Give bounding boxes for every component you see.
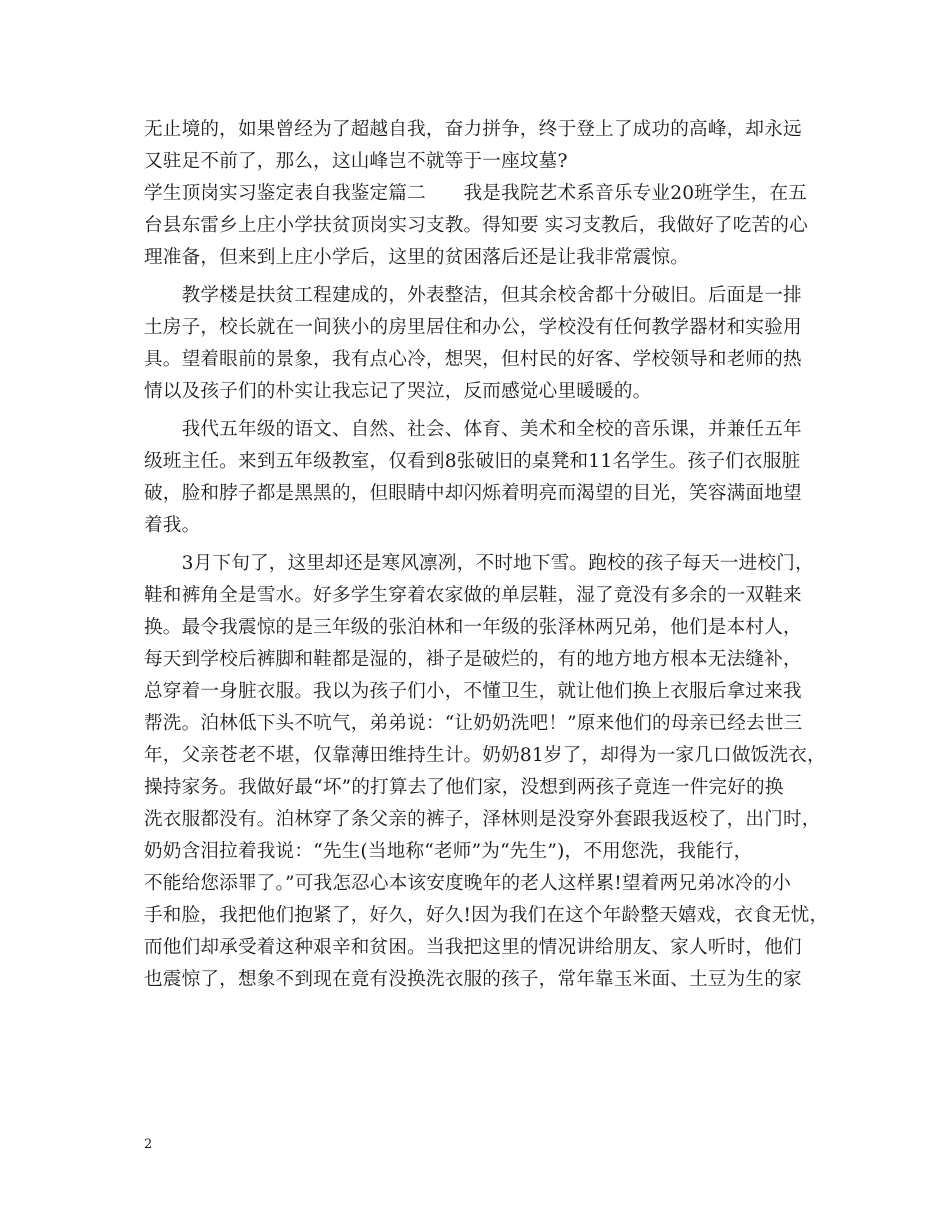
body-text-line: 帮洗。泊林低下头不吭气，弟弟说：“让奶奶洗吧！”原来他们的母亲已经去世三	[144, 713, 803, 734]
body-text-line: 具。望着眼前的景象，我有点心冷，想哭，但村民的好客、学校领导和老师的热	[144, 349, 802, 370]
body-text-line: 奶奶含泪拉着我说：“先生(当地称“老师”为“先生”)，不用您洗，我能行，	[144, 841, 753, 862]
body-text-line: 我代五年级的语文、自然、社会、体育、美术和全校的音乐课，并兼任五年	[144, 419, 802, 440]
body-text-line: 3月下旬了，这里却还是寒风凛冽，不时地下雪。跑校的孩子每天一进校门，	[144, 553, 814, 574]
body-text-line: 洗衣服都没有。泊林穿了条父亲的裤子，泽林则是没穿外套跟我返校了，出门时，	[144, 809, 821, 830]
body-text-line: 鞋和裤角全是雪水。好多学生穿着农家做的单层鞋，湿了竟没有多余的一双鞋来	[144, 585, 802, 606]
body-text-line: 情以及孩子们的朴实让我忘记了哭泣，反而感觉心里暖暖的。	[144, 381, 652, 402]
body-text-line: 每天到学校后裤脚和鞋都是湿的，褂子是破烂的，有的地方地方根本无法缝补，	[144, 649, 802, 670]
body-text-line: 土房子，校长就在一间狭小的房里居住和办公，学校没有任何教学器材和实验用	[144, 317, 802, 338]
body-text-line: 手和脸，我把他们抱紧了，好久，好久!因为我们在这个年龄整天嬉戏，衣食无忧，	[144, 905, 829, 926]
body-text-line: 也震惊了，想象不到现在竟有没换洗衣服的孩子，常年靠玉米面、土豆为生的家	[144, 969, 802, 990]
body-text-line: 而他们却承受着这种艰辛和贫困。当我把这里的情况讲给朋友、家人听时，他们	[144, 937, 802, 958]
body-text-line: 理准备，但来到上庄小学后，这里的贫困落后还是让我非常震惊。	[144, 247, 690, 268]
body-text-line: 总穿着一身脏衣服。我以为孩子们小，不懂卫生，就让他们换上衣服后拿过来我	[144, 681, 802, 702]
body-text-line: 台县东雷乡上庄小学扶贫顶岗实习支教。得知要 实习支教后，我做好了吃苦的心	[144, 215, 808, 236]
body-text-line: 着我。	[144, 515, 201, 536]
body-text-line: 年，父亲苍老不堪，仅靠薄田维持生计。奶奶81岁了，却得为一家几口做饭洗衣，	[144, 745, 826, 766]
body-text-line: 不能给您添罪了。”可我怎忍心本该安度晚年的老人这样累!望着两兄弟冰冷的小	[144, 873, 792, 894]
section-heading-line: 学生顶岗实习鉴定表自我鉴定篇二 我是我院艺术系音乐专业20班学生，在五	[144, 183, 808, 204]
body-text-line: 又驻足不前了，那么，这山峰岂不就等于一座坟墓?	[144, 151, 568, 172]
body-text-line: 级班主任。来到五年级教室，仅看到8张破旧的桌凳和11名学生。孩子们衣服脏	[144, 451, 801, 472]
body-text-line: 破，脸和脖子都是黑黑的，但眼睛中却闪烁着明亮而渴望的目光，笑容满面地望	[144, 483, 802, 504]
page-number: 2	[144, 1137, 153, 1152]
body-text-line: 操持家务。我做好最“坏”的打算去了他们家，没想到两孩子竟连一件完好的换	[144, 777, 784, 798]
body-text-line: 换。最令我震惊的是三年级的张泊林和一年级的张泽林两兄弟，他们是本村人，	[144, 617, 802, 638]
body-text-line: 无止境的，如果曾经为了超越自我，奋力拼争，终于登上了成功的高峰，却永远	[144, 119, 802, 140]
body-text-line: 教学楼是扶贫工程建成的，外表整洁，但其余校舍都十分破旧。后面是一排	[144, 285, 802, 306]
